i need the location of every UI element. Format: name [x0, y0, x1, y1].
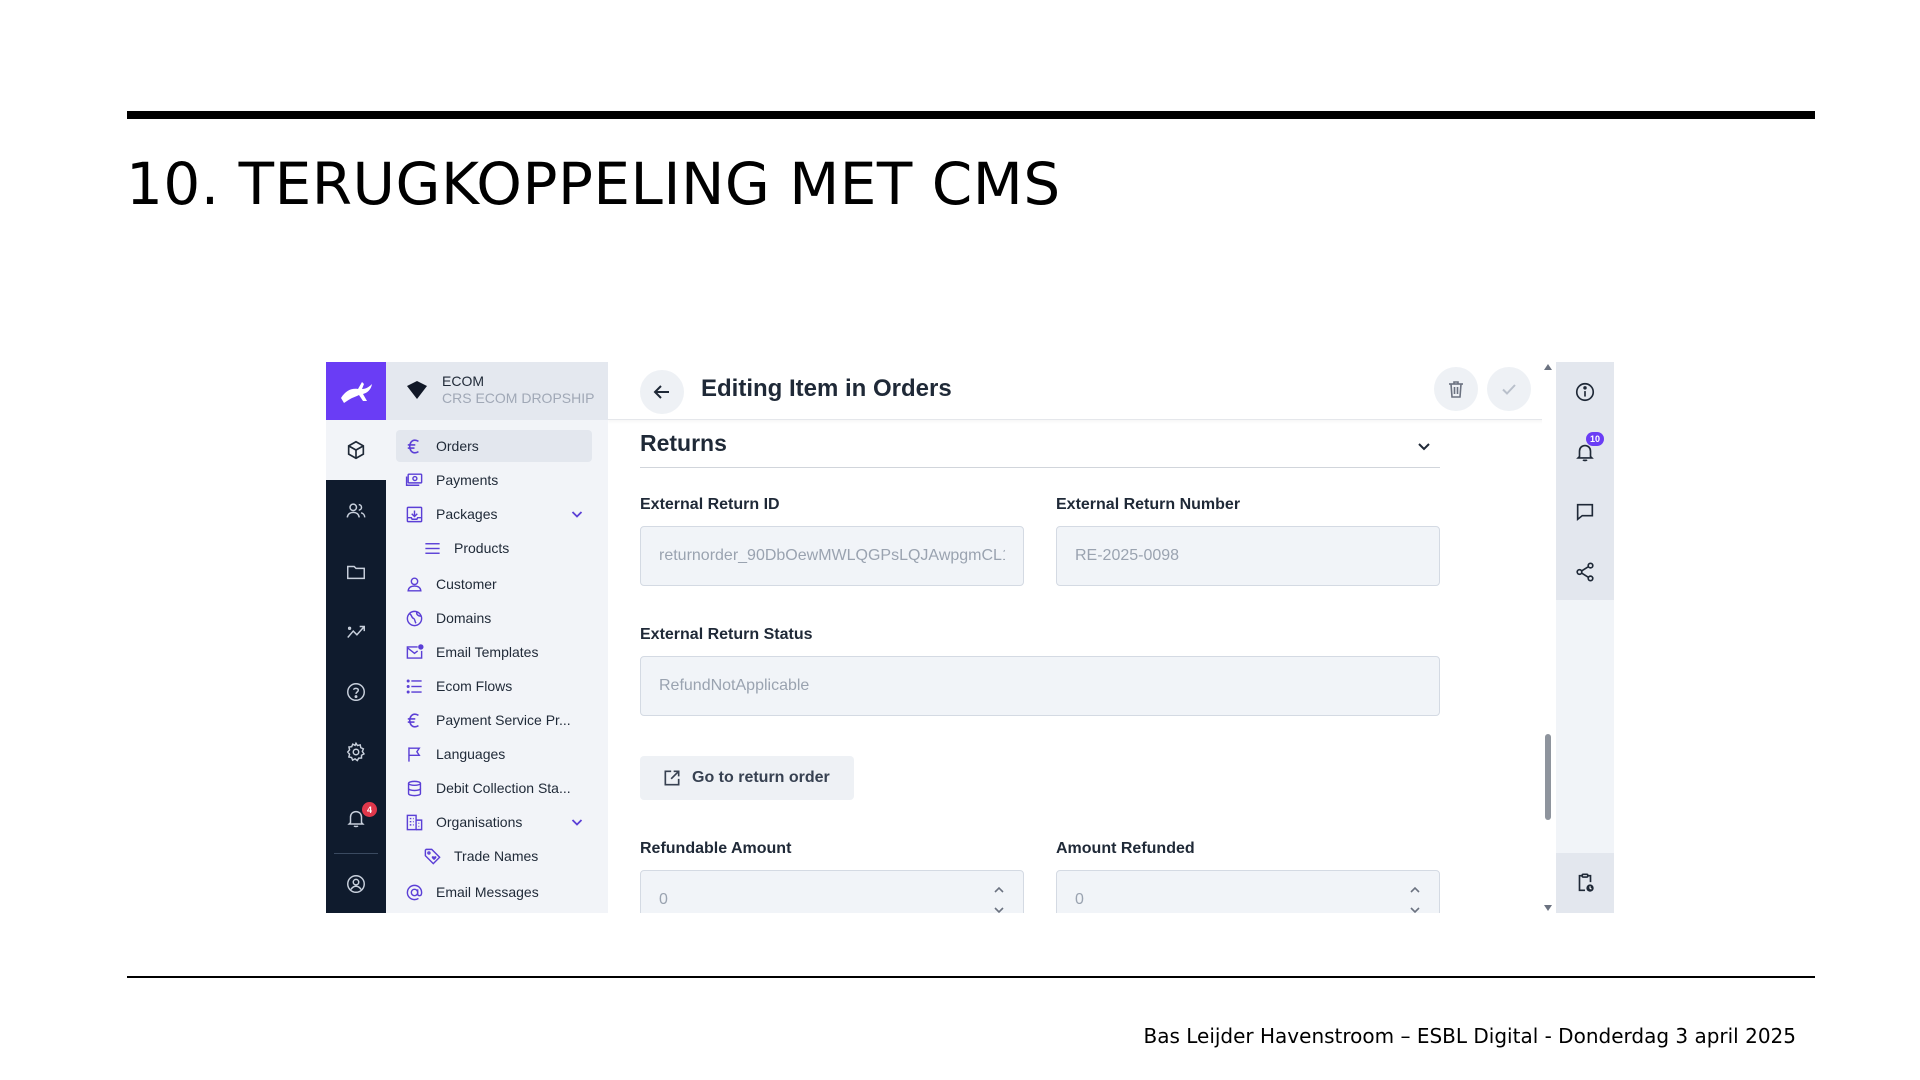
org-switcher[interactable]	[386, 362, 608, 420]
go-to-return-order-label: Go to return order	[692, 769, 830, 786]
nav-item-languages[interactable]	[396, 738, 592, 770]
nav-item-label: Products	[454, 540, 510, 556]
chevron-down-icon[interactable]	[570, 815, 584, 829]
mail-icon	[405, 643, 424, 662]
nav-item-payments[interactable]	[396, 464, 592, 496]
nav-item-email-messages[interactable]	[396, 876, 592, 908]
arrow-left-icon	[652, 382, 672, 402]
info-button[interactable]	[1556, 362, 1614, 422]
editor-topbar	[608, 362, 1548, 420]
rail-item-catalog[interactable]	[326, 420, 386, 480]
amount-refunded-value: 0	[1075, 891, 1084, 908]
nav-item-customer[interactable]	[396, 568, 592, 600]
flag-icon	[405, 745, 424, 764]
rail-item-insights[interactable]	[326, 602, 386, 662]
rail-item-files[interactable]	[326, 542, 386, 602]
rail-item-notifications[interactable]	[326, 788, 386, 848]
list-bullets-icon	[405, 677, 424, 696]
scroll-up-arrow-icon[interactable]	[1544, 364, 1552, 370]
nav-item-label: Orders	[436, 438, 479, 454]
clipboard-clock-icon	[1574, 872, 1596, 894]
nav-item-label: Payment Service Pr...	[436, 712, 571, 728]
nav-item-organisations[interactable]	[396, 806, 592, 838]
stepper-icon[interactable]	[993, 885, 1005, 913]
nav-item-label: Debit Collection Sta...	[436, 780, 571, 796]
org-subtitle: CRS ECOM DROPSHIP	[442, 390, 595, 406]
settings-icon	[345, 741, 367, 763]
at-icon	[405, 883, 424, 902]
app-logo[interactable]	[326, 362, 386, 420]
nav-item-label: Email Messages	[436, 884, 539, 900]
comments-button[interactable]	[1556, 482, 1614, 542]
page-title: Editing Item in Orders	[701, 375, 952, 402]
nav-item-products[interactable]	[396, 532, 592, 564]
nav-item-label: Packages	[436, 506, 498, 522]
box-icon	[345, 439, 367, 461]
main-content	[608, 362, 1548, 913]
list-icon	[423, 539, 442, 558]
external-return-id-label: External Return ID	[640, 496, 780, 513]
building-icon	[405, 813, 424, 832]
chevron-down-icon[interactable]	[1416, 438, 1432, 454]
external-return-status-label: External Return Status	[640, 626, 813, 643]
slide-footer: Bas Leijder Havenstroom – ESBL Digital - Donderdag 3 april 2025	[1143, 1024, 1796, 1048]
returns-section-header[interactable]	[640, 426, 1440, 468]
globe-icon	[405, 609, 424, 628]
nav-item-domains[interactable]	[396, 602, 592, 634]
payments-icon	[405, 471, 424, 490]
share-button[interactable]	[1556, 542, 1614, 602]
nav-item-label: Domains	[436, 610, 492, 626]
rail-item-help[interactable]	[326, 662, 386, 722]
package-icon	[405, 505, 424, 524]
comment-icon	[1574, 501, 1596, 523]
trash-icon	[1446, 379, 1466, 399]
rail-item-settings[interactable]	[326, 722, 386, 782]
nav-panel	[386, 362, 608, 913]
users-icon	[345, 500, 367, 522]
bottom-rule	[127, 976, 1815, 978]
main-scroll-thumb[interactable]	[1545, 734, 1551, 820]
stepper-icon[interactable]	[1409, 885, 1421, 913]
activity-button[interactable]	[1556, 422, 1614, 482]
main-scrollbar[interactable]	[1542, 362, 1554, 913]
account-icon	[345, 873, 367, 895]
nav-item-label: Customer	[436, 576, 497, 592]
nav-item-label: Ecom Flows	[436, 678, 513, 694]
amount-refunded-label: Amount Refunded	[1056, 840, 1195, 857]
right-panel	[1556, 362, 1614, 913]
slide-title: 10. TERUGKOPPELING MET CMS	[126, 150, 1061, 218]
tag-icon	[423, 847, 442, 866]
refundable-amount-label: Refundable Amount	[640, 840, 792, 857]
delete-button[interactable]	[1434, 367, 1478, 411]
nav-item-label: Payments	[436, 472, 499, 488]
person-icon	[405, 575, 424, 594]
nav-item-orders[interactable]	[396, 430, 592, 462]
icon-rail	[326, 362, 386, 913]
go-to-return-order-button[interactable]	[640, 756, 854, 800]
folder-icon	[345, 561, 367, 583]
external-return-status-field[interactable]	[640, 656, 1440, 716]
euro-icon	[405, 437, 424, 456]
nav-item-ecom-flows[interactable]	[396, 670, 592, 702]
euro-icon	[405, 711, 424, 730]
rabbit-logo-icon	[338, 376, 374, 406]
refundable-amount-field[interactable]	[640, 870, 1024, 913]
section-title: Returns	[640, 430, 727, 456]
nav-item-label: Languages	[436, 746, 506, 762]
amount-refunded-field[interactable]	[1056, 870, 1440, 913]
info-icon	[1574, 381, 1596, 403]
check-icon	[1499, 379, 1519, 399]
help-icon	[345, 681, 367, 703]
nav-item-debit-collection[interactable]	[396, 772, 592, 804]
nav-item-label: Email Templates	[436, 644, 539, 660]
external-return-number-field[interactable]	[1056, 526, 1440, 586]
nav-item-label: Trade Names	[454, 848, 539, 864]
history-button[interactable]	[1556, 853, 1614, 913]
scroll-down-arrow-icon[interactable]	[1544, 905, 1552, 911]
share-icon	[1574, 561, 1596, 583]
top-rule	[127, 111, 1815, 119]
nav-item-email-templates[interactable]	[396, 636, 592, 668]
rail-item-users[interactable]	[326, 481, 386, 541]
external-return-number-label: External Return Number	[1056, 496, 1241, 513]
nav-item-packages[interactable]	[396, 498, 592, 530]
analytics-icon	[345, 621, 367, 643]
org-shield-icon	[406, 380, 428, 400]
save-button[interactable]	[1487, 367, 1531, 411]
external-return-id-field[interactable]	[640, 526, 1024, 586]
activity-badge: 10	[1586, 432, 1604, 446]
refundable-amount-value: 0	[659, 891, 668, 908]
nav-item-label: Organisations	[436, 814, 523, 830]
rail-item-account[interactable]	[326, 854, 386, 913]
chevron-down-icon[interactable]	[570, 507, 584, 521]
back-button[interactable]	[640, 370, 684, 414]
database-icon	[405, 779, 424, 798]
org-name: ECOM	[442, 373, 484, 389]
nav-item-trade-names[interactable]	[396, 840, 592, 872]
cms-screenshot	[326, 362, 1614, 913]
nav-item-payment-service-providers[interactable]	[396, 704, 592, 736]
external-link-icon	[662, 768, 682, 788]
notification-badge: 4	[362, 802, 377, 817]
